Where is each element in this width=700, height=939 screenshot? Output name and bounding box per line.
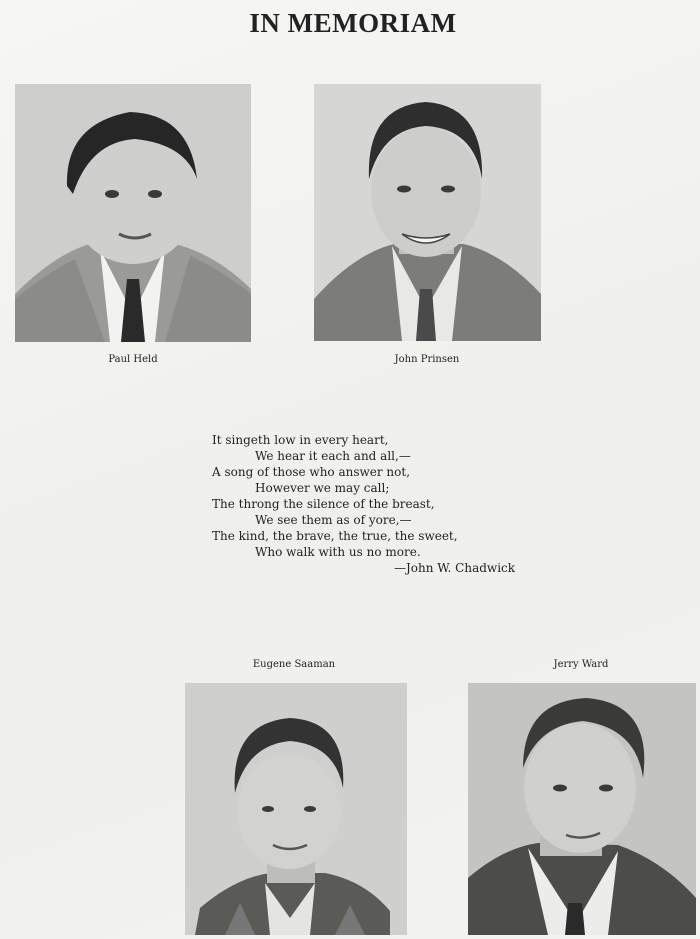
poem-line: It singeth low in every heart, <box>212 433 389 447</box>
poem-line: We see them as of yore,— <box>255 513 412 527</box>
portrait-photo-john-prinsen <box>314 84 541 341</box>
portrait-photo-eugene-saaman <box>185 683 407 935</box>
portrait-caption: Jerry Ward <box>553 659 609 670</box>
poem-line: The throng the silence of the breast, <box>212 497 435 511</box>
portrait-photo-paul-held <box>15 84 251 342</box>
poem-line: The kind, the brave, the true, the sweet, <box>212 529 458 543</box>
portrait-caption: John Prinsen <box>394 354 460 365</box>
portrait-photo-jerry-ward <box>468 683 696 935</box>
portrait-caption: Eugene Saaman <box>252 659 336 670</box>
poem-line: However we may call; <box>255 481 390 495</box>
page-title: IN MEMORIAM <box>249 8 457 38</box>
memorial-poem <box>212 432 542 576</box>
poem-line: Who walk with us no more. <box>255 545 421 559</box>
poem-line: A song of those who answer not, <box>212 465 411 479</box>
poem-line: We hear it each and all,— <box>255 449 411 463</box>
poem-attribution: —John W. Chadwick <box>394 561 516 575</box>
portrait-caption: Paul Held <box>108 354 158 365</box>
